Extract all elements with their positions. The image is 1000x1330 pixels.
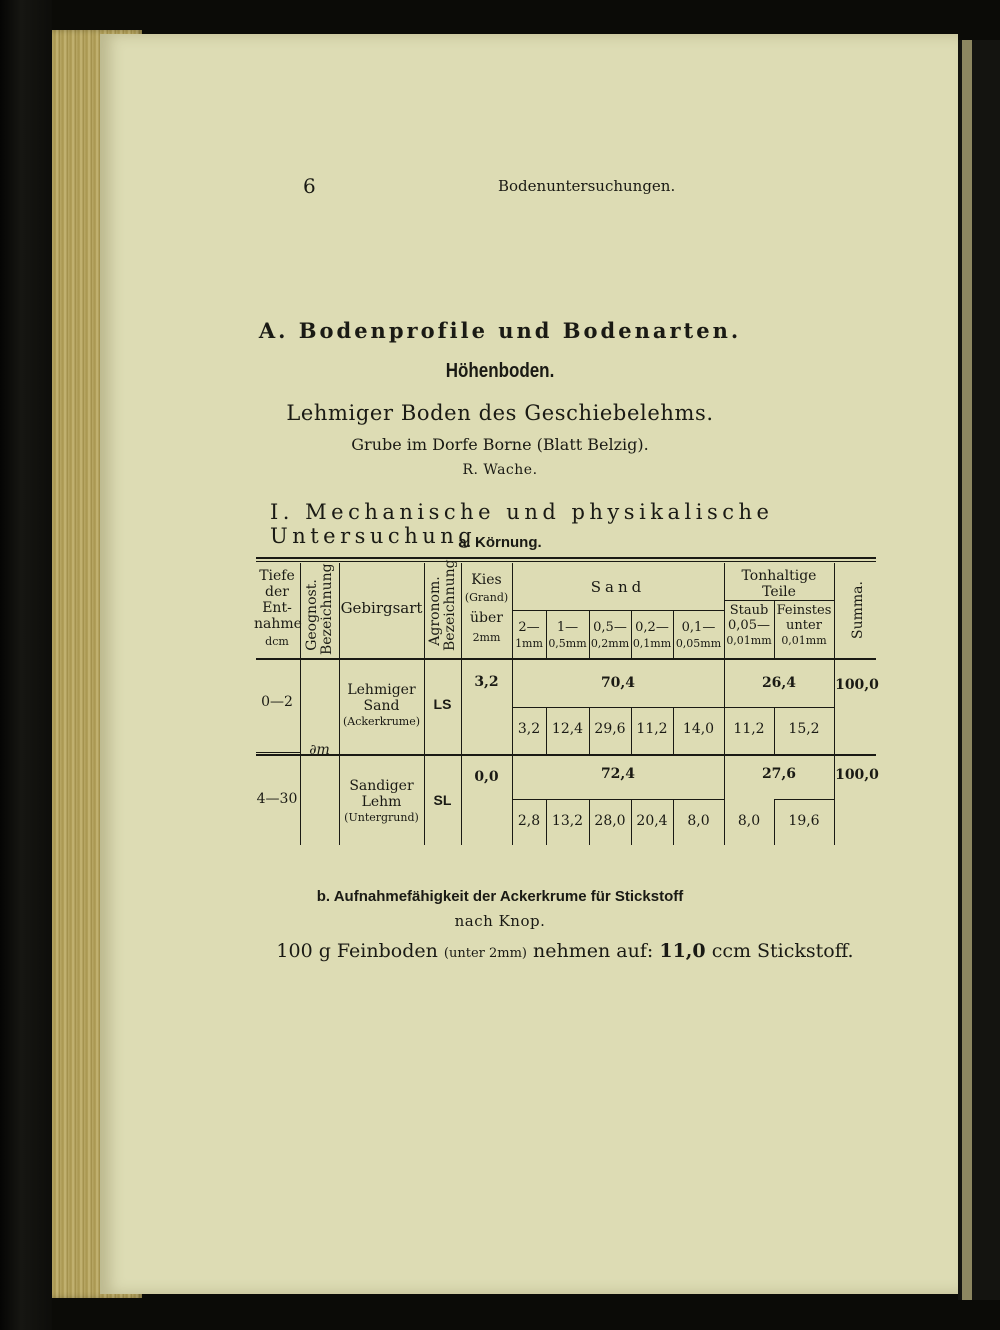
- row1-sand-total: 70,4: [600, 675, 636, 691]
- soil-title: Lehmiger Boden des Geschiebelehms.: [286, 401, 714, 425]
- result-suffix: ccm Stickstoff.: [711, 940, 854, 962]
- part-b-method: nach Knop.: [454, 912, 546, 930]
- header-staub: Staub 0,05— 0,01mm: [726, 603, 772, 647]
- nitrogen-result: [0, 940, 1000, 962]
- header-summa: Summa.: [850, 581, 866, 639]
- row1-summa: 100,0: [835, 677, 879, 693]
- row2-agronom: SL: [433, 792, 452, 808]
- result-prefix: 100 g Feinboden: [276, 940, 438, 962]
- result-note: (unter 2mm): [443, 946, 527, 961]
- row1-fraction: 12,4: [551, 721, 584, 737]
- part-i-title: I. Mechanische und physikalische Untersuchung.: [270, 500, 774, 548]
- geognost-value: ∂m: [309, 742, 330, 758]
- header-depth: Tiefe der Ent- nahme dcm: [254, 568, 302, 648]
- row2-kies: 0,0: [474, 769, 499, 785]
- table-top-rule: [256, 557, 876, 559]
- header-gebirgsart: Gebirgsart: [340, 599, 423, 617]
- book-page: [100, 34, 958, 1294]
- page-number: 6: [303, 174, 316, 198]
- row2-fraction: 13,2: [551, 813, 584, 829]
- header-kies: Kies (Grand) über 2mm: [464, 572, 509, 644]
- facing-page-edge: [958, 40, 1000, 1300]
- row2-summa: 100,0: [835, 767, 879, 783]
- row2-ton-total: 27,6: [761, 766, 797, 782]
- row1-ton-total: 26,4: [761, 675, 797, 691]
- subsection-title: Höhenboden.: [445, 360, 555, 382]
- location: Grube im Dorfe Borne (Blatt Belzig).: [351, 435, 649, 454]
- row1-depth: 0—2: [261, 694, 293, 710]
- header-tonhaltige: Tonhaltige Teile: [741, 568, 817, 600]
- row2-gebirgsart: Sandiger Lehm (Untergrund): [344, 778, 419, 824]
- result-mid: nehmen auf:: [533, 940, 654, 962]
- row2-fraction: 28,0: [594, 813, 626, 829]
- header-feinstes: Feinstes unter 0,01mm: [776, 603, 832, 647]
- row1-staub: 11,2: [733, 721, 765, 737]
- header-sand-fraction: 2— 1mm: [515, 620, 543, 650]
- row1-agronom: LS: [433, 696, 452, 712]
- row2-fraction: 8,0: [687, 813, 710, 829]
- running-head: Bodenuntersuchungen.: [498, 177, 676, 195]
- header-sand-fraction: 0,2— 0,1mm: [632, 620, 672, 650]
- row2-feinstes: 19,6: [788, 813, 820, 829]
- row1-feinstes: 15,2: [788, 721, 820, 737]
- header-sand-fraction: 0,1— 0,05mm: [675, 620, 722, 650]
- book-spine: [0, 0, 52, 1330]
- row2-depth: 4—30: [256, 791, 298, 807]
- result-value: 11,0: [659, 940, 706, 962]
- row2-staub: 8,0: [737, 813, 761, 829]
- row1-kies: 3,2: [474, 674, 499, 690]
- header-sand-fraction: 0,5— 0,2mm: [590, 620, 630, 650]
- header-geognost: Geognost. Bezeichnung: [304, 563, 335, 655]
- part-b-title: b. Aufnahmefähigkeit der Ackerkrume für Stickstoff: [316, 888, 684, 905]
- row2-fraction: 20,4: [636, 813, 668, 829]
- author: R. Wache.: [462, 462, 538, 478]
- row1-fraction: 29,6: [594, 721, 626, 737]
- header-sand-fraction: 1— 0,5mm: [548, 620, 587, 650]
- section-a-title: A. Bodenprofile und Bodenarten.: [258, 318, 742, 343]
- row1-fraction: 14,0: [682, 721, 715, 737]
- row1-fraction: 11,2: [636, 721, 668, 737]
- row1-gebirgsart: Lehmiger Sand (Ackerkrume): [342, 682, 421, 728]
- row2-sand-total: 72,4: [600, 766, 636, 782]
- row2-fraction: 2,8: [517, 813, 541, 829]
- header-sand: Sand: [590, 578, 646, 596]
- header-agronom: Agronom. Bezeichnung: [427, 559, 458, 651]
- row1-fraction: 3,2: [517, 721, 541, 737]
- part-a-title: a. Körnung.: [458, 534, 542, 551]
